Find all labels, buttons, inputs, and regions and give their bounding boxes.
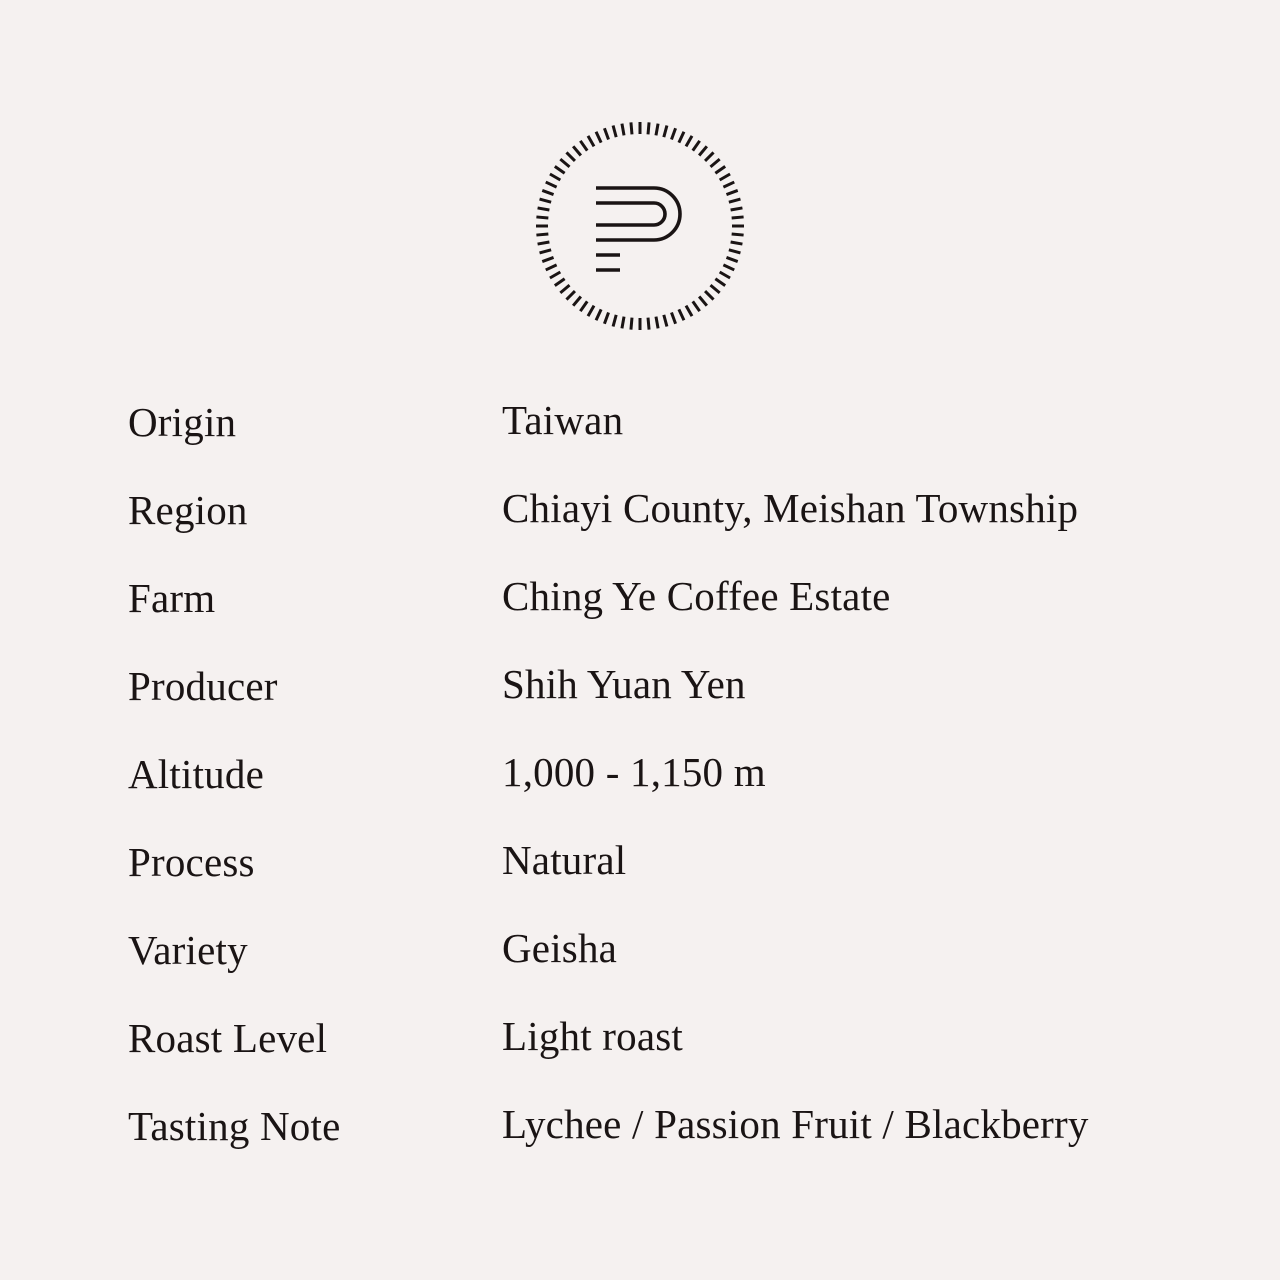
sunburst-tick <box>648 122 649 134</box>
sunburst-tick <box>536 234 548 235</box>
sunburst-tick <box>596 132 601 143</box>
sunburst-tick <box>671 312 675 323</box>
sunburst-tick <box>715 166 725 173</box>
spec-row-roast-level <box>128 1010 1168 1098</box>
sunburst-tick <box>699 296 707 305</box>
sunburst-tick <box>699 146 707 155</box>
sunburst-tick <box>679 309 684 320</box>
sunburst-tick <box>613 126 616 138</box>
sunburst-tick <box>631 318 632 330</box>
brand-logo-icon <box>534 120 746 332</box>
sunburst-tick <box>540 199 552 202</box>
sunburst-tick <box>542 190 553 194</box>
sunburst-tick <box>656 124 658 136</box>
spec-value: Taiwan <box>502 397 624 443</box>
spec-value: 1,000 - 1,150 m <box>502 749 766 795</box>
spec-label: Process <box>128 839 255 885</box>
spec-label: Farm <box>128 575 216 621</box>
spec-row-altitude <box>128 746 1168 834</box>
sunburst-tick <box>715 279 725 286</box>
spec-label: Altitude <box>128 751 264 797</box>
sunburst-tick <box>613 315 616 327</box>
sunburst-tick <box>604 128 608 139</box>
sunburst-tick <box>596 309 601 320</box>
sunburst-tick <box>710 159 719 167</box>
coffee-spec-list <box>128 394 1168 1186</box>
spec-value: Natural <box>502 837 627 883</box>
sunburst-tick <box>664 315 667 327</box>
sunburst-tick <box>538 242 550 244</box>
sunburst-tick <box>566 152 574 160</box>
sunburst-tick <box>732 217 744 218</box>
sunburst-tick <box>729 250 741 253</box>
sunburst-tick <box>686 306 692 316</box>
sunburst-tick <box>542 257 553 261</box>
spec-row-variety <box>128 922 1168 1010</box>
sunburst-tick <box>732 234 744 235</box>
sunburst-tick <box>726 190 737 194</box>
sunburst-tick <box>540 250 552 253</box>
sunburst-tick <box>656 317 658 329</box>
sunburst-tick <box>631 122 632 134</box>
sunburst-tick <box>648 318 649 330</box>
sunburst-tick <box>604 312 608 323</box>
sunburst-tick <box>566 291 574 299</box>
sunburst-tick <box>705 291 713 299</box>
sunburst-tick <box>693 301 700 311</box>
sunburst-tick <box>588 306 594 316</box>
spec-label: Region <box>128 487 248 533</box>
sunburst-tick <box>546 265 557 270</box>
sunburst-tick <box>622 317 624 329</box>
sunburst-tick <box>720 272 730 278</box>
sunburst-tick <box>723 182 734 187</box>
p-monogram-icon <box>596 188 680 270</box>
sunburst-tick <box>679 132 684 143</box>
spec-row-tasting-note <box>128 1098 1168 1186</box>
sunburst-tick <box>622 124 624 136</box>
sunburst-tick <box>671 128 675 139</box>
sunburst-tick <box>720 174 730 180</box>
sunburst-tick <box>693 141 700 151</box>
spec-value: Lychee / Passion Fruit / Blackberry <box>502 1101 1089 1147</box>
sunburst-tick <box>580 301 587 311</box>
sunburst-tick <box>710 285 719 293</box>
spec-row-region <box>128 482 1168 570</box>
spec-label: Origin <box>128 399 237 445</box>
sunburst-tick <box>664 126 667 138</box>
sunburst-tick <box>546 182 557 187</box>
sunburst-tick <box>731 208 743 210</box>
sunburst-tick <box>550 272 560 278</box>
sunburst-tick <box>573 296 581 305</box>
sunburst-tick <box>536 217 548 218</box>
spec-row-origin <box>128 394 1168 482</box>
spec-label: Tasting Note <box>128 1103 341 1149</box>
sunburst-tick <box>573 146 581 155</box>
spec-value: Shih Yuan Yen <box>502 661 746 707</box>
sunburst-tick <box>588 136 594 146</box>
sunburst-tick <box>580 141 587 151</box>
sunburst-tick <box>560 285 569 293</box>
sunburst-tick <box>560 159 569 167</box>
sunburst-tick <box>538 208 550 210</box>
spec-row-producer <box>128 658 1168 746</box>
spec-value: Light roast <box>502 1013 683 1059</box>
spec-value: Ching Ye Coffee Estate <box>502 573 891 619</box>
sunburst-tick <box>723 265 734 270</box>
sunburst-tick <box>550 174 560 180</box>
spec-label: Variety <box>128 927 248 973</box>
spec-label: Producer <box>128 663 278 709</box>
sunburst-tick <box>731 242 743 244</box>
sunburst-tick <box>686 136 692 146</box>
sunburst-tick <box>726 257 737 261</box>
spec-value: Chiayi County, Meishan Township <box>502 485 1079 531</box>
spec-row-process <box>128 834 1168 922</box>
sunburst-tick <box>705 152 713 160</box>
sunburst-tick <box>729 199 741 202</box>
spec-label: Roast Level <box>128 1015 328 1061</box>
spec-value: Geisha <box>502 925 618 971</box>
sunburst-tick <box>555 166 565 173</box>
sunburst-tick <box>555 279 565 286</box>
spec-row-farm <box>128 570 1168 658</box>
